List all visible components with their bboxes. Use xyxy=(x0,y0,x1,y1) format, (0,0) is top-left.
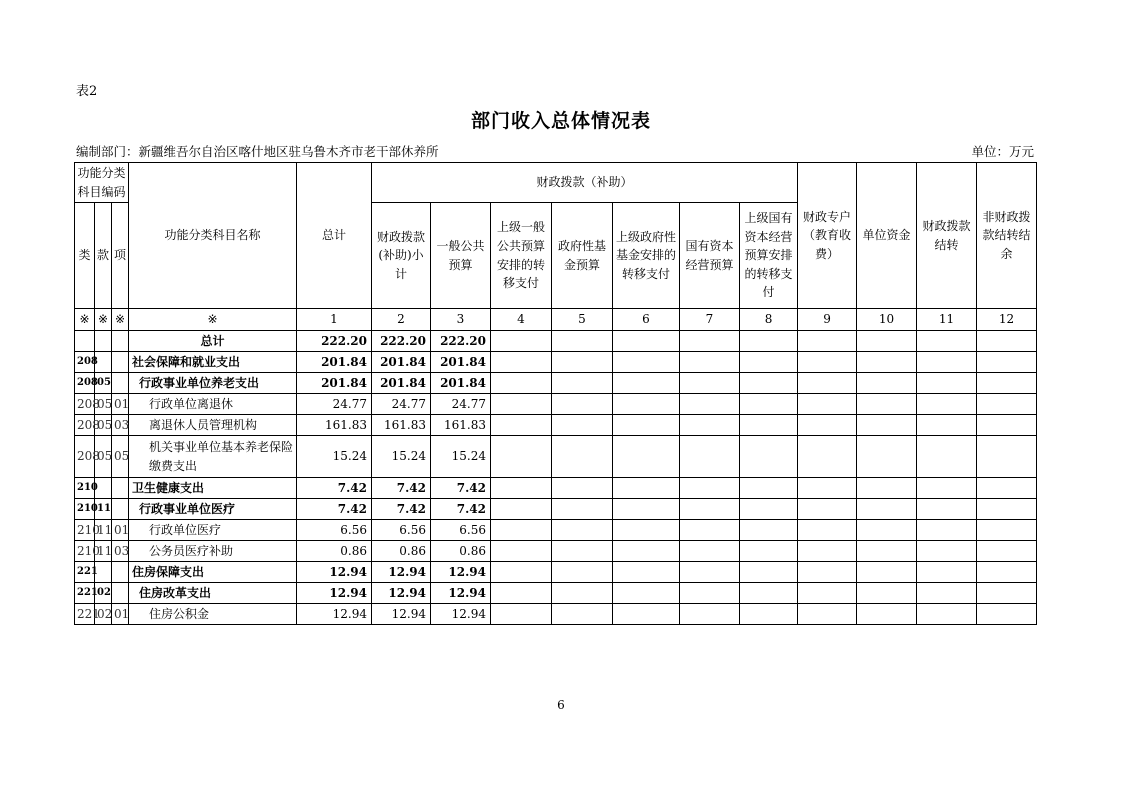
row-total: 0.86 xyxy=(297,541,372,562)
income-table xyxy=(74,162,1037,625)
row-empty-cell xyxy=(680,331,740,352)
row-fiscal-subtotal: 201.84 xyxy=(372,373,431,394)
row-total: 7.42 xyxy=(297,478,372,499)
row-name: 公务员医疗补助 xyxy=(129,541,297,562)
row-empty-cell xyxy=(917,583,977,604)
row-lei-code: 210 xyxy=(75,541,95,562)
header-fiscal-carryover: 财政拨款结转 xyxy=(917,163,977,309)
row-empty-cell xyxy=(798,331,857,352)
row-lei-code: 210 xyxy=(75,499,95,520)
row-empty-cell xyxy=(977,331,1037,352)
row-general-public: 0.86 xyxy=(431,541,491,562)
row-general-public: 15.24 xyxy=(431,436,491,478)
row-name: 行政单位医疗 xyxy=(129,520,297,541)
row-empty-cell xyxy=(917,478,977,499)
row-empty-cell xyxy=(977,352,1037,373)
department-label: 编制部门：新疆维吾尔自治区喀什地区驻乌鲁木齐市老干部休养所 xyxy=(76,144,439,159)
row-empty-cell xyxy=(857,499,917,520)
row-fiscal-subtotal: 15.24 xyxy=(372,436,431,478)
row-empty-cell xyxy=(917,541,977,562)
row-empty-cell xyxy=(740,373,798,394)
row-general-public: 12.94 xyxy=(431,604,491,625)
row-empty-cell xyxy=(680,541,740,562)
row-empty-cell xyxy=(613,436,680,478)
row-empty-cell xyxy=(917,562,977,583)
row-empty-cell xyxy=(917,394,977,415)
data-rows xyxy=(75,331,1037,625)
row-empty-cell xyxy=(552,352,613,373)
row-xiang-code: 01 xyxy=(112,394,129,415)
row-empty-cell xyxy=(857,394,917,415)
row-empty-cell xyxy=(798,352,857,373)
index-col-2: 2 xyxy=(372,309,431,331)
row-empty-cell xyxy=(977,415,1037,436)
header-gov-fund: 政府性基金预算 xyxy=(552,203,613,309)
row-empty-cell xyxy=(917,520,977,541)
index-col-9: 9 xyxy=(798,309,857,331)
row-kuan-code: 11 xyxy=(95,499,112,520)
row-empty-cell xyxy=(857,562,917,583)
row-empty-cell xyxy=(491,562,552,583)
row-empty-cell xyxy=(977,604,1037,625)
row-kuan-code: 11 xyxy=(95,541,112,562)
row-general-public: 161.83 xyxy=(431,415,491,436)
row-empty-cell xyxy=(552,373,613,394)
table-row xyxy=(75,352,1037,373)
row-empty-cell xyxy=(491,415,552,436)
row-empty-cell xyxy=(613,520,680,541)
header-upper-gov-fund-transfer: 上级政府性基金安排的转移支付 xyxy=(613,203,680,309)
row-total: 24.77 xyxy=(297,394,372,415)
row-fiscal-subtotal: 6.56 xyxy=(372,520,431,541)
row-empty-cell xyxy=(613,499,680,520)
row-empty-cell xyxy=(552,415,613,436)
table-row xyxy=(75,499,1037,520)
row-xiang-code: 03 xyxy=(112,415,129,436)
row-total: 201.84 xyxy=(297,352,372,373)
index-mark-xiang: ※ xyxy=(112,309,129,331)
row-empty-cell xyxy=(491,499,552,520)
row-empty-cell xyxy=(613,604,680,625)
row-empty-cell xyxy=(977,436,1037,478)
row-empty-cell xyxy=(680,352,740,373)
table-row xyxy=(75,478,1037,499)
row-empty-cell xyxy=(857,373,917,394)
row-xiang-code: 03 xyxy=(112,541,129,562)
table-row xyxy=(75,415,1037,436)
row-empty-cell xyxy=(613,541,680,562)
index-col-7: 7 xyxy=(680,309,740,331)
header-func-code: 功能分类科目编码 xyxy=(75,163,129,203)
row-empty-cell xyxy=(491,583,552,604)
row-empty-cell xyxy=(491,520,552,541)
row-lei-code: 208 xyxy=(75,394,95,415)
row-empty-cell xyxy=(613,415,680,436)
header-func-name: 功能分类科目名称 xyxy=(129,163,297,309)
row-name: 社会保障和就业支出 xyxy=(129,352,297,373)
row-empty-cell xyxy=(552,331,613,352)
row-lei-code: 210 xyxy=(75,520,95,541)
row-empty-cell xyxy=(680,604,740,625)
row-fiscal-subtotal: 161.83 xyxy=(372,415,431,436)
index-col-12: 12 xyxy=(977,309,1037,331)
row-empty-cell xyxy=(917,499,977,520)
row-xiang-code xyxy=(112,583,129,604)
index-col-3: 3 xyxy=(431,309,491,331)
row-empty-cell xyxy=(798,436,857,478)
page-number: 6 xyxy=(557,698,565,712)
table-tag: 表2 xyxy=(76,84,98,99)
row-empty-cell xyxy=(740,394,798,415)
row-empty-cell xyxy=(552,394,613,415)
row-empty-cell xyxy=(798,562,857,583)
row-empty-cell xyxy=(491,541,552,562)
header-general-public: 一般公共预算 xyxy=(431,203,491,309)
header-upper-state-capital-transfer: 上级国有资本经营预算安排的转移支付 xyxy=(740,203,798,309)
row-kuan-code: 05 xyxy=(95,394,112,415)
row-empty-cell xyxy=(798,499,857,520)
header-fiscal-subtotal: 财政拨款(补助)小计 xyxy=(372,203,431,309)
row-fiscal-subtotal: 201.84 xyxy=(372,352,431,373)
row-lei-code: 208 xyxy=(75,415,95,436)
row-general-public: 6.56 xyxy=(431,520,491,541)
header-special-edu: 财政专户（教育收费） xyxy=(798,163,857,309)
header-unit-funds: 单位资金 xyxy=(857,163,917,309)
row-name: 总计 xyxy=(129,331,297,352)
row-empty-cell xyxy=(798,583,857,604)
header-total: 总计 xyxy=(297,163,372,309)
row-empty-cell xyxy=(977,583,1037,604)
header-state-capital: 国有资本经营预算 xyxy=(680,203,740,309)
row-empty-cell xyxy=(917,415,977,436)
row-empty-cell xyxy=(798,478,857,499)
row-empty-cell xyxy=(798,373,857,394)
row-empty-cell xyxy=(857,604,917,625)
row-xiang-code xyxy=(112,499,129,520)
row-xiang-code: 01 xyxy=(112,604,129,625)
table-row xyxy=(75,583,1037,604)
row-name: 住房公积金 xyxy=(129,604,297,625)
table-row xyxy=(75,373,1037,394)
row-empty-cell xyxy=(740,415,798,436)
row-empty-cell xyxy=(917,331,977,352)
header-upper-general-transfer: 上级一般公共预算安排的转移支付 xyxy=(491,203,552,309)
row-name: 卫生健康支出 xyxy=(129,478,297,499)
row-total: 7.42 xyxy=(297,499,372,520)
row-fiscal-subtotal: 24.77 xyxy=(372,394,431,415)
row-empty-cell xyxy=(680,394,740,415)
row-empty-cell xyxy=(680,373,740,394)
table-row xyxy=(75,436,1037,478)
row-empty-cell xyxy=(613,373,680,394)
row-kuan-code: 11 xyxy=(95,520,112,541)
index-col-1: 1 xyxy=(297,309,372,331)
row-empty-cell xyxy=(977,499,1037,520)
row-empty-cell xyxy=(613,478,680,499)
row-empty-cell xyxy=(552,436,613,478)
row-empty-cell xyxy=(857,436,917,478)
row-xiang-code xyxy=(112,562,129,583)
row-kuan-code: 02 xyxy=(95,583,112,604)
row-empty-cell xyxy=(798,520,857,541)
header-kuan: 款 xyxy=(95,203,112,309)
index-mark-kuan: ※ xyxy=(95,309,112,331)
row-general-public: 201.84 xyxy=(431,373,491,394)
row-xiang-code xyxy=(112,373,129,394)
row-empty-cell xyxy=(491,373,552,394)
row-general-public: 7.42 xyxy=(431,478,491,499)
row-empty-cell xyxy=(977,478,1037,499)
row-xiang-code xyxy=(112,331,129,352)
row-lei-code xyxy=(75,331,95,352)
index-col-10: 10 xyxy=(857,309,917,331)
row-empty-cell xyxy=(740,478,798,499)
row-empty-cell xyxy=(552,478,613,499)
table-row xyxy=(75,331,1037,352)
row-empty-cell xyxy=(977,373,1037,394)
row-name: 行政事业单位医疗 xyxy=(129,499,297,520)
row-empty-cell xyxy=(857,541,917,562)
row-empty-cell xyxy=(552,520,613,541)
row-name: 行政事业单位养老支出 xyxy=(129,373,297,394)
row-empty-cell xyxy=(491,436,552,478)
row-empty-cell xyxy=(680,415,740,436)
row-kuan-code: 05 xyxy=(95,436,112,478)
row-empty-cell xyxy=(977,562,1037,583)
row-general-public: 12.94 xyxy=(431,583,491,604)
row-kuan-code: 02 xyxy=(95,604,112,625)
row-kuan-code xyxy=(95,331,112,352)
row-name: 行政单位离退休 xyxy=(129,394,297,415)
row-total: 161.83 xyxy=(297,415,372,436)
index-col-4: 4 xyxy=(491,309,552,331)
row-empty-cell xyxy=(977,520,1037,541)
row-empty-cell xyxy=(857,352,917,373)
row-empty-cell xyxy=(491,331,552,352)
row-empty-cell xyxy=(680,562,740,583)
row-fiscal-subtotal: 12.94 xyxy=(372,604,431,625)
row-empty-cell xyxy=(857,520,917,541)
header-fiscal-group: 财政拨款（补助） xyxy=(372,163,798,203)
row-xiang-code: 01 xyxy=(112,520,129,541)
row-name: 住房保障支出 xyxy=(129,562,297,583)
row-lei-code: 221 xyxy=(75,583,95,604)
row-empty-cell xyxy=(857,331,917,352)
row-empty-cell xyxy=(613,562,680,583)
row-empty-cell xyxy=(680,499,740,520)
row-empty-cell xyxy=(491,478,552,499)
row-general-public: 201.84 xyxy=(431,352,491,373)
row-lei-code: 208 xyxy=(75,352,95,373)
row-general-public: 12.94 xyxy=(431,562,491,583)
row-empty-cell xyxy=(491,352,552,373)
row-xiang-code xyxy=(112,352,129,373)
row-fiscal-subtotal: 7.42 xyxy=(372,499,431,520)
row-empty-cell xyxy=(798,541,857,562)
row-empty-cell xyxy=(552,562,613,583)
row-empty-cell xyxy=(740,331,798,352)
row-empty-cell xyxy=(857,583,917,604)
row-fiscal-subtotal: 12.94 xyxy=(372,583,431,604)
header-nonfiscal-carryover: 非财政拨款结转结余 xyxy=(977,163,1037,309)
row-empty-cell xyxy=(740,604,798,625)
row-lei-code: 221 xyxy=(75,604,95,625)
row-empty-cell xyxy=(613,394,680,415)
row-empty-cell xyxy=(917,373,977,394)
row-kuan-code: 05 xyxy=(95,373,112,394)
index-col-8: 8 xyxy=(740,309,798,331)
row-total: 12.94 xyxy=(297,604,372,625)
row-xiang-code xyxy=(112,478,129,499)
row-empty-cell xyxy=(680,520,740,541)
unit-label: 单位：万元 xyxy=(971,144,1034,159)
row-empty-cell xyxy=(740,520,798,541)
row-total: 201.84 xyxy=(297,373,372,394)
row-total: 6.56 xyxy=(297,520,372,541)
row-empty-cell xyxy=(798,394,857,415)
row-general-public: 222.20 xyxy=(431,331,491,352)
row-empty-cell xyxy=(740,583,798,604)
row-empty-cell xyxy=(740,352,798,373)
row-name: 机关事业单位基本养老保险缴费支出 xyxy=(129,436,297,478)
row-empty-cell xyxy=(680,583,740,604)
row-name: 住房改革支出 xyxy=(129,583,297,604)
row-fiscal-subtotal: 7.42 xyxy=(372,478,431,499)
row-empty-cell xyxy=(491,604,552,625)
row-empty-cell xyxy=(857,478,917,499)
row-total: 15.24 xyxy=(297,436,372,478)
row-empty-cell xyxy=(613,583,680,604)
row-empty-cell xyxy=(552,499,613,520)
row-lei-code: 208 xyxy=(75,373,95,394)
row-lei-code: 210 xyxy=(75,478,95,499)
row-total: 12.94 xyxy=(297,583,372,604)
row-empty-cell xyxy=(798,604,857,625)
page-title: 部门收入总体情况表 xyxy=(470,110,651,132)
row-empty-cell xyxy=(917,604,977,625)
table-row xyxy=(75,541,1037,562)
index-mark-lei: ※ xyxy=(75,309,95,331)
row-xiang-code: 05 xyxy=(112,436,129,478)
row-name: 离退休人员管理机构 xyxy=(129,415,297,436)
row-empty-cell xyxy=(680,478,740,499)
row-empty-cell xyxy=(552,604,613,625)
row-fiscal-subtotal: 0.86 xyxy=(372,541,431,562)
row-empty-cell xyxy=(680,436,740,478)
row-empty-cell xyxy=(917,352,977,373)
row-empty-cell xyxy=(917,436,977,478)
row-lei-code: 208 xyxy=(75,436,95,478)
table-row xyxy=(75,562,1037,583)
row-fiscal-subtotal: 12.94 xyxy=(372,562,431,583)
table-row xyxy=(75,604,1037,625)
row-empty-cell xyxy=(491,394,552,415)
row-empty-cell xyxy=(552,541,613,562)
row-empty-cell xyxy=(857,415,917,436)
table-row xyxy=(75,394,1037,415)
row-general-public: 24.77 xyxy=(431,394,491,415)
row-empty-cell xyxy=(740,499,798,520)
row-empty-cell xyxy=(740,541,798,562)
index-col-11: 11 xyxy=(917,309,977,331)
index-col-5: 5 xyxy=(552,309,613,331)
row-empty-cell xyxy=(613,352,680,373)
row-general-public: 7.42 xyxy=(431,499,491,520)
row-lei-code: 221 xyxy=(75,562,95,583)
index-col-6: 6 xyxy=(613,309,680,331)
row-empty-cell xyxy=(613,331,680,352)
row-empty-cell xyxy=(740,562,798,583)
row-empty-cell xyxy=(977,541,1037,562)
row-empty-cell xyxy=(977,394,1037,415)
header-xiang: 项 xyxy=(112,203,129,309)
index-mark-name: ※ xyxy=(129,309,297,331)
row-fiscal-subtotal: 222.20 xyxy=(372,331,431,352)
row-kuan-code: 05 xyxy=(95,415,112,436)
row-total: 222.20 xyxy=(297,331,372,352)
row-empty-cell xyxy=(740,436,798,478)
header-lei: 类 xyxy=(75,203,95,309)
row-total: 12.94 xyxy=(297,562,372,583)
table-row xyxy=(75,520,1037,541)
row-empty-cell xyxy=(798,415,857,436)
row-empty-cell xyxy=(552,583,613,604)
